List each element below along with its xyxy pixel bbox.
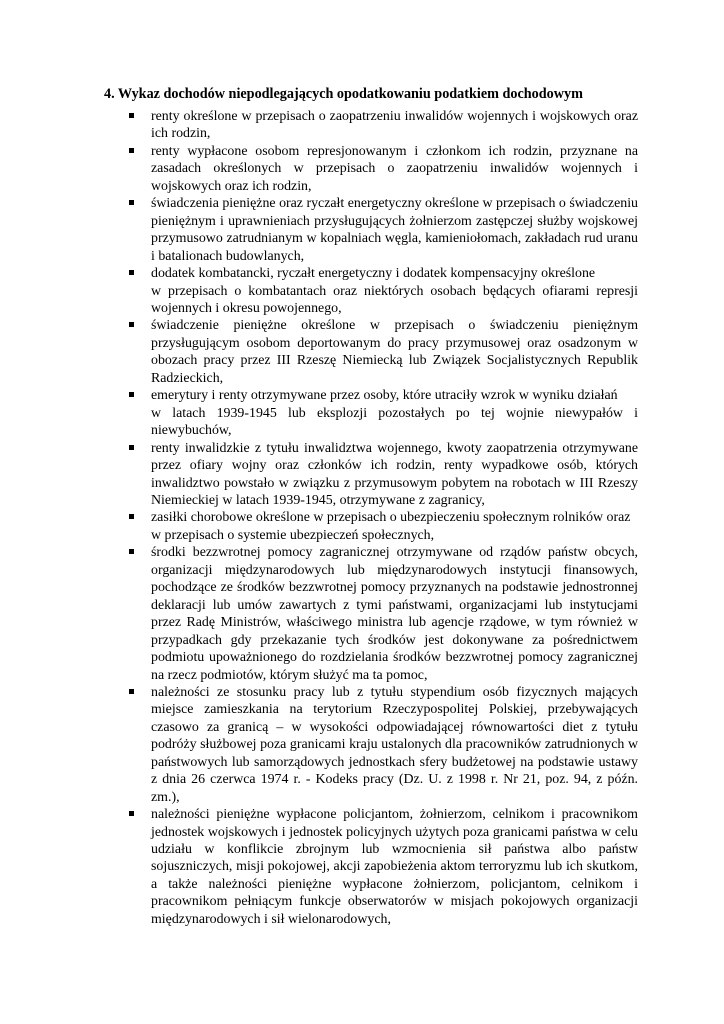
list-item [0,195,638,265]
list-item [0,440,638,510]
list-item-text: renty określone w przepisach o zaopatrzeniu inwalidów wojennych i wojskowych oraz ich rodzin, [151,109,638,142]
list-item-text: w przepisach o kombatantach oraz niektórych osobach będących ofiarami represji wojennych i okresu powojennego, [151,283,638,316]
list-item [0,317,638,387]
list-item [0,108,638,143]
bullet-icon [129,811,134,816]
list-item [0,544,638,684]
list-item-text: w przepisach o systemie ubezpieczeń społecznych, [151,527,435,543]
list-item [0,684,638,806]
list-item [0,509,638,544]
bullet-icon [129,113,134,118]
bullet-icon [129,549,134,554]
bullet-icon [129,322,134,327]
list-item-text: zasiłki chorobowe określone w przepisach o ubezpieczeniu społecznym rolników oraz [151,510,631,526]
list-item-text: należności pieniężne wypłacone policjantom, żołnierzom, celnikom i pracownikom jednostek wojskowych i jednostek policyjnych użytych poza granicami państwa w celu udziału w konflikcie zbrojnym lub wzmocnienia sił państwa albo państw sojuszniczych, misji pokojowej, akcji zapobieżenia aktom terroryzmu lub ich skutkom, a także należności pieniężne wypłacone żołnierzom, policjantom, celnikom i pracownikom pełniącym funkcje obserwatorów w misjach pokojowych organizacji międzynarodowych i sił wielonarodowych, [151,807,638,927]
list-item-text: środki bezzwrotnej pomocy zagranicznej otrzymywane od rządów państw obcych, organizacji międzynarodowych lub międzynarodowych instytucji finansowych, pochodzące ze środków bezzwrotnej pomocy przyznanych na podstawie jednostronnej deklaracji lub umów zawartych z tymi państwami, organizacjami lub instytucjami przez Radę Ministrów, właściwego ministra lub agencje rządowe, w tym również w przypadkach gdy przekazanie tych środków jest dokonywane za pośrednictwem podmiotu upoważnionego do rozdzielania środków bezzwrotnej pomocy zagranicznej na rzecz podmiotów, którym służyć ma ta pomoc, [151,545,638,683]
bullet-icon [129,445,134,450]
bullet-icon [129,270,134,275]
bullet-icon [129,514,134,519]
list-item-text: świadczenie pieniężne określone w przepisach o świadczeniu pieniężnym przysługującym osobom deportowanym do pracy przymusowej oraz osadzonym w obozach pracy przez III Rzeszę Niemiecką lub Związek Socjalistycznych Republik Radzieckich, [151,318,638,386]
list-item [0,143,638,195]
bullet-icon [129,200,134,205]
bullet-icon [129,148,134,153]
list-item [0,387,638,439]
list-item-text: renty wypłacone osobom represjonowanym i członkom ich rodzin, przyznane na zasadach określonych w przepisach o zaopatrzeniu inwalidów wojennych i wojskowych oraz ich rodzin, [151,143,638,194]
list-item-text: w latach 1939-1945 lub eksplozji pozostałych po tej wojnie niewypałów i niewybuchów, [151,405,638,439]
list-item [0,265,638,317]
list-item-text: renty inwalidzkie z tytułu inwalidztwa wojennego, kwoty zaopatrzenia otrzymywane przez ofiary wojny oraz członków ich rodzin, renty wypadkowe osób, których inwalidztwo powstało w związku z przymusowym pobytem na robotach w III Rzeszy Niemieckiej w latach 1939-1945, otrzymywane z zagranicy, [151,440,638,508]
bullet-icon [129,689,134,694]
list-item-text: świadczenia pieniężne oraz ryczałt energetyczny określone w przepisach o świadczeniu pieniężnym i uprawnieniach przysługujących żołnierzom zastępczej służby wojskowej przymusowo zatrudnianym w kopalniach węgla, kamieniołomach, zakładach rud uranu i batalionach budowlanych, [151,196,638,264]
list-item-text: należności ze stosunku pracy lub z tytułu stypendium osób fizycznych mających miejsce zamieszkania na terytorium Rzeczypospolitej Polskiej, przebywających czasowo za granicą – w wysokości odpowiadającej równowartości diet z tytułu podróży służbowej poza granicami kraju ustalonych dla pracowników zatrudnionych w państwowych lub samorządowych jednostkach sfery budżetowej na podstawie ustawy z dnia 26 czerwca 1974 r. - Kodeks pracy (Dz. U. z 1998 r. Nr 21, poz. 94, z późn. zm.), [151,684,638,805]
bullet-icon [129,392,134,397]
list-item-text: emerytury i renty otrzymywane przez osoby, które utraciły wzrok w wyniku działań [151,388,618,404]
income-list [0,108,724,928]
section-heading: 4. Wykaz dochodów niepodlegających opodatkowaniu podatkiem dochodowym [104,86,583,102]
list-item-text: dodatek kombatancki, ryczałt energetyczny i dodatek kompensacyjny określone [151,266,596,282]
list-item [0,806,638,928]
